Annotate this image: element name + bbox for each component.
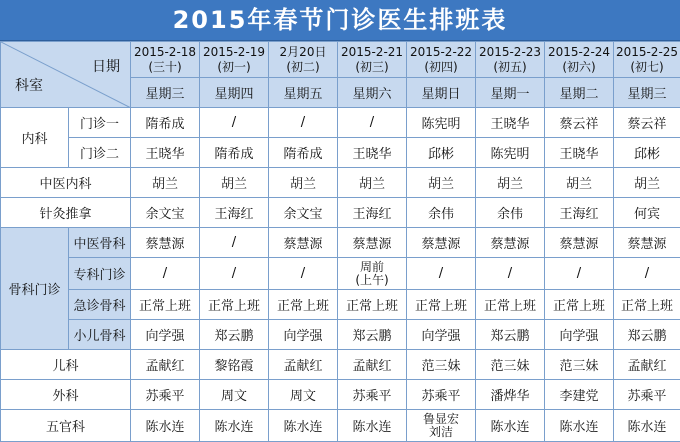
weekday-header: 星期六 <box>338 78 407 108</box>
doctor-cell: 陈宪明 <box>476 138 545 168</box>
dept-zhenjiu: 针灸推拿 <box>1 198 131 228</box>
table-row <box>1 290 680 320</box>
doctor-cell: 苏乘平 <box>407 380 476 410</box>
doctor-cell: 蔡云祥 <box>545 108 614 138</box>
doctor-cell: 郑云鹏 <box>476 320 545 350</box>
doctor-cell: 陈水连 <box>476 410 545 442</box>
weekday-header: 星期日 <box>407 78 476 108</box>
doctor-cell: 王晓华 <box>476 108 545 138</box>
dept-zhongyi: 中医内科 <box>1 168 131 198</box>
doctor-cell: 孟献红 <box>131 350 200 380</box>
date-label: 2015-2-21 <box>338 45 406 60</box>
weekday-header: 星期三 <box>614 78 680 108</box>
table-row <box>1 138 680 168</box>
doctor-cell: 蔡慧源 <box>614 228 680 258</box>
doctor-cell: 余文宝 <box>269 198 338 228</box>
sub-dept-specialist: 专科门诊 <box>69 258 131 290</box>
date-label: 2015-2-19 <box>200 45 268 60</box>
doctor-cell: 苏乘平 <box>131 380 200 410</box>
doctor-cell: 周文 <box>200 380 269 410</box>
schedule-table <box>0 41 680 442</box>
doctor-cell: 孟献红 <box>338 350 407 380</box>
doctor-cell: 陈水连 <box>545 410 614 442</box>
sub-dept-pediatric-ortho: 小儿骨科 <box>69 320 131 350</box>
doctor-cell: 胡兰 <box>269 168 338 198</box>
doctor-cell: 正常上班 <box>269 290 338 320</box>
weekday-header: 星期二 <box>545 78 614 108</box>
doctor-cell: 苏乘平 <box>614 380 680 410</box>
weekday-header: 星期五 <box>269 78 338 108</box>
doctor-cell: 苏乘平 <box>338 380 407 410</box>
doctor-cell <box>338 258 407 290</box>
page-title: 2015年春节门诊医生排班表 <box>0 0 680 40</box>
doctor-cell: 蔡云祥 <box>614 108 680 138</box>
doctor-cell: 陈水连 <box>614 410 680 442</box>
lunar-label: (初三) <box>338 60 406 75</box>
lunar-label: (初四) <box>407 60 475 75</box>
date-label: 2月20日 <box>269 45 337 60</box>
doctor-cell: 正常上班 <box>200 290 269 320</box>
lunar-label: (三十) <box>131 60 199 75</box>
doctor-cell: / <box>131 258 200 290</box>
doctor-cell: 孟献红 <box>269 350 338 380</box>
doctor-cell: 胡兰 <box>476 168 545 198</box>
doctor-cell: 隋希成 <box>200 138 269 168</box>
doctor-cell: 周文 <box>269 380 338 410</box>
doctor-cell: 隋希成 <box>131 108 200 138</box>
doctor-cell: 黎铭霞 <box>200 350 269 380</box>
doctor-cell: 陈宪明 <box>407 108 476 138</box>
doctor-cell: 范三妹 <box>545 350 614 380</box>
doctor-cell: 郑云鹏 <box>614 320 680 350</box>
date-header <box>131 42 200 78</box>
date-header <box>407 42 476 78</box>
doctor-cell: / <box>200 108 269 138</box>
doctor-cell: 向学强 <box>269 320 338 350</box>
dept-wuguan: 五官科 <box>1 410 131 442</box>
sub-dept-emergency-ortho: 急诊骨科 <box>69 290 131 320</box>
doctor-cell: 李建党 <box>545 380 614 410</box>
doctor-cell: 蔡慧源 <box>269 228 338 258</box>
doctor-cell: 正常上班 <box>545 290 614 320</box>
sub-dept-clinic-2: 门诊二 <box>69 138 131 168</box>
date-label: 2015-2-24 <box>545 45 613 60</box>
doctor-cell: 范三妹 <box>407 350 476 380</box>
doctor-cell: 蔡慧源 <box>545 228 614 258</box>
date-header <box>200 42 269 78</box>
doctor-name: 刘洁 <box>407 426 475 439</box>
doctor-cell: 邱彬 <box>614 138 680 168</box>
doctor-cell: / <box>269 108 338 138</box>
doctor-cell: 陈水连 <box>338 410 407 442</box>
sub-dept-clinic-1: 门诊一 <box>69 108 131 138</box>
doctor-cell: 隋希成 <box>269 138 338 168</box>
doctor-cell: 郑云鹏 <box>338 320 407 350</box>
doctor-cell: / <box>269 258 338 290</box>
doctor-cell: / <box>200 258 269 290</box>
date-header <box>614 42 680 78</box>
doctor-cell: / <box>200 228 269 258</box>
doctor-cell: 蔡慧源 <box>131 228 200 258</box>
dept-guke: 骨科门诊 <box>1 228 69 350</box>
doctor-cell: 胡兰 <box>407 168 476 198</box>
date-header <box>476 42 545 78</box>
doctor-name: 鲁显宏 <box>407 413 475 426</box>
doctor-cell: / <box>407 258 476 290</box>
doctor-cell: 陈水连 <box>269 410 338 442</box>
lunar-label: (初一) <box>200 60 268 75</box>
date-label: 2015-2-22 <box>407 45 475 60</box>
doctor-cell: 正常上班 <box>614 290 680 320</box>
doctor-cell: / <box>338 108 407 138</box>
doctor-cell: 王海红 <box>545 198 614 228</box>
doctor-cell: 蔡慧源 <box>338 228 407 258</box>
weekday-header: 星期四 <box>200 78 269 108</box>
lunar-label: (初七) <box>614 60 680 75</box>
table-row <box>1 168 680 198</box>
doctor-cell: 胡兰 <box>545 168 614 198</box>
lunar-label: (初二) <box>269 60 337 75</box>
doctor-cell: 王晓华 <box>545 138 614 168</box>
doctor-cell: 范三妹 <box>476 350 545 380</box>
table-row <box>1 320 680 350</box>
doctor-cell: 王晓华 <box>338 138 407 168</box>
shift-note: (上午) <box>338 274 406 287</box>
doctor-cell: 胡兰 <box>614 168 680 198</box>
doctor-cell: 孟献红 <box>614 350 680 380</box>
doctor-cell: 正常上班 <box>407 290 476 320</box>
doctor-cell: 郑云鹏 <box>200 320 269 350</box>
doctor-cell: 胡兰 <box>131 168 200 198</box>
date-label: 2015-2-25 <box>614 45 680 60</box>
doctor-cell: / <box>476 258 545 290</box>
sub-dept-tcm-ortho: 中医骨科 <box>69 228 131 258</box>
weekday-header: 星期一 <box>476 78 545 108</box>
dept-neike: 内科 <box>1 108 69 168</box>
table-row <box>1 380 680 410</box>
lunar-label: (初五) <box>476 60 544 75</box>
doctor-cell: 胡兰 <box>338 168 407 198</box>
doctor-cell: 余文宝 <box>131 198 200 228</box>
doctor-cell: 余伟 <box>407 198 476 228</box>
doctor-cell: 向学强 <box>545 320 614 350</box>
table-row <box>1 198 680 228</box>
corner-dept-label: 科室 <box>15 75 43 95</box>
table-row <box>1 258 680 290</box>
doctor-cell: 邱彬 <box>407 138 476 168</box>
header-date-row <box>1 42 680 78</box>
dept-waike: 外科 <box>1 380 131 410</box>
doctor-cell: 陈水连 <box>131 410 200 442</box>
header-corner <box>1 42 131 108</box>
date-header <box>338 42 407 78</box>
date-label: 2015-2-18 <box>131 45 199 60</box>
doctor-cell: 王海红 <box>338 198 407 228</box>
doctor-cell <box>407 410 476 442</box>
table-row <box>1 228 680 258</box>
doctor-cell: 王晓华 <box>131 138 200 168</box>
doctor-cell: / <box>614 258 680 290</box>
doctor-cell: 正常上班 <box>131 290 200 320</box>
doctor-cell: 正常上班 <box>338 290 407 320</box>
doctor-name: 周前 <box>338 261 406 274</box>
doctor-cell: 蔡慧源 <box>407 228 476 258</box>
dept-erke: 儿科 <box>1 350 131 380</box>
table-row <box>1 410 680 442</box>
date-label: 2015-2-23 <box>476 45 544 60</box>
doctor-cell: 何宾 <box>614 198 680 228</box>
lunar-label: (初六) <box>545 60 613 75</box>
table-row <box>1 350 680 380</box>
doctor-cell: 潘烨华 <box>476 380 545 410</box>
date-header <box>269 42 338 78</box>
doctor-cell: 向学强 <box>131 320 200 350</box>
corner-date-label: 日期 <box>92 56 120 76</box>
doctor-cell: 胡兰 <box>200 168 269 198</box>
doctor-cell: 蔡慧源 <box>476 228 545 258</box>
doctor-cell: / <box>545 258 614 290</box>
doctor-cell: 向学强 <box>407 320 476 350</box>
doctor-cell: 余伟 <box>476 198 545 228</box>
date-header <box>545 42 614 78</box>
doctor-cell: 王海红 <box>200 198 269 228</box>
doctor-cell: 正常上班 <box>476 290 545 320</box>
weekday-header: 星期三 <box>131 78 200 108</box>
table-row <box>1 108 680 138</box>
doctor-cell: 陈水连 <box>200 410 269 442</box>
